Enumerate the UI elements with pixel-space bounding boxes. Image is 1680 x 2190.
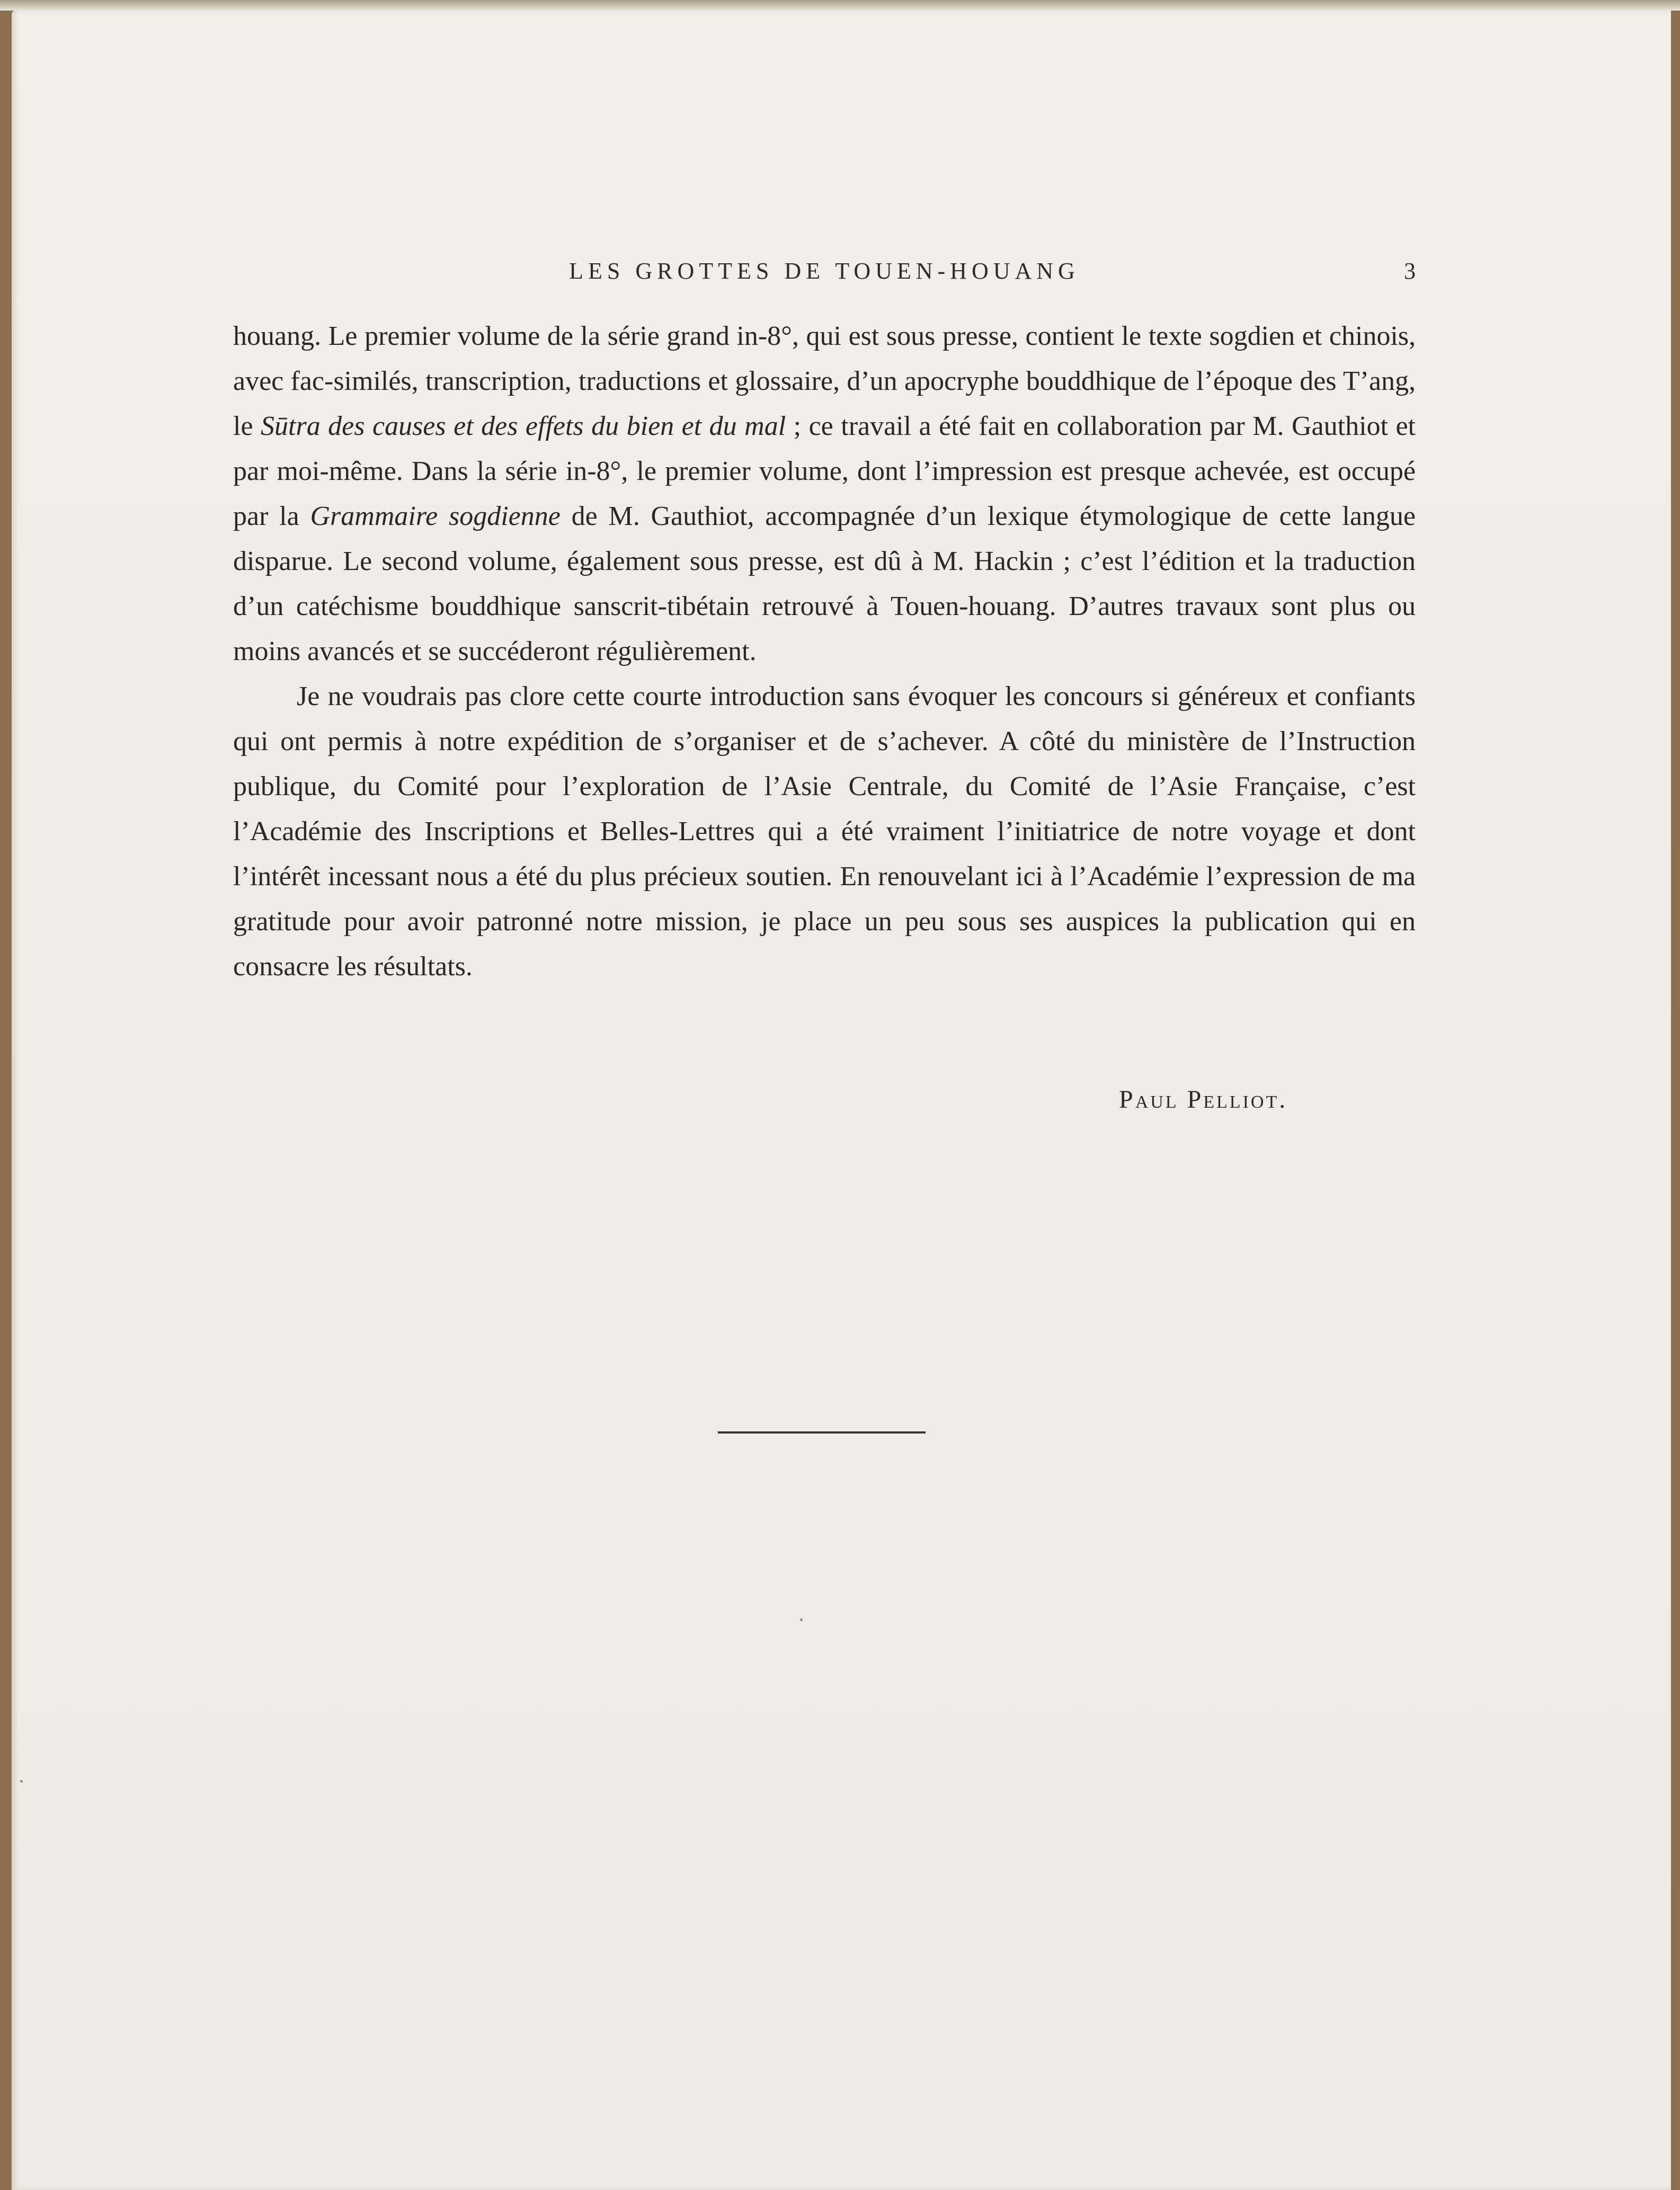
paragraph-1-text-a: houang. Le premier volume de la série grand in-8°, qui est sous presse, contient le texte sogdien et chinois, avec fac-similés, transcription, traductions et glossaire, d’un apocryphe bouddhique de l’époque des T’ang, le: [233, 321, 1416, 441]
paper-speck: [20, 1780, 23, 1783]
running-title: LES GROTTES DE TOUEN-HOUANG: [569, 258, 1080, 284]
body-text: [233, 314, 1416, 989]
sutra-title: Sūtra des causes et des effets du bien et du mal: [261, 411, 786, 441]
paper-speck: [800, 1618, 803, 1621]
author-signature: Paul Pelliot.: [1119, 1085, 1288, 1114]
paragraph-2: Je ne voudrais pas clore cette courte introduction sans évoquer les concours si généreux et confiants qui ont permis à notre expédition de s’organiser et de s’achever. A côté du ministère de l’Instruction publique, du Comité pour l’exploration de l’Asie Centrale, du Comité de l’Asie Française, c’est l’Académie des Inscriptions et Belles-Lettres qui a été vraiment l’initiatrice de notre voyage et dont l’intérêt incessant nous a été du plus précieux soutien. En renouvelant ici à l’Académie l’expression de ma gratitude pour avoir patronné notre mission, je place un peu sous ses auspices la publication qui en consacre les résultats.: [233, 681, 1416, 982]
page-top-edge: [0, 0, 1680, 11]
paragraph-1: [233, 314, 1416, 674]
grammaire-title: Grammaire sogdienne: [310, 501, 561, 531]
paragraph-1-text-e: de M. Gauthiot, accompagnée d’un lexique étymologique de cette langue disparue. Le second volume, également sous presse, est dû à M. Hackin ; c’est l’édition et la traduction d’un catéchisme bouddhique sanscrit-tibétain retrouvé à Touen-houang. D’autres travaux sont plus ou moins avancés et se succéderont régulièrement.: [233, 501, 1416, 666]
paragraph-1-text-c: ; ce travail a été fait en collaboration par M. Gauthiot et par moi-même. Dans la série in-8°, le premier volume, dont l’impression est presque achevée, est occupé par la: [233, 411, 1416, 531]
running-head: [233, 257, 1416, 289]
section-end-rule: [718, 1431, 926, 1434]
page-number: 3: [1404, 258, 1416, 284]
